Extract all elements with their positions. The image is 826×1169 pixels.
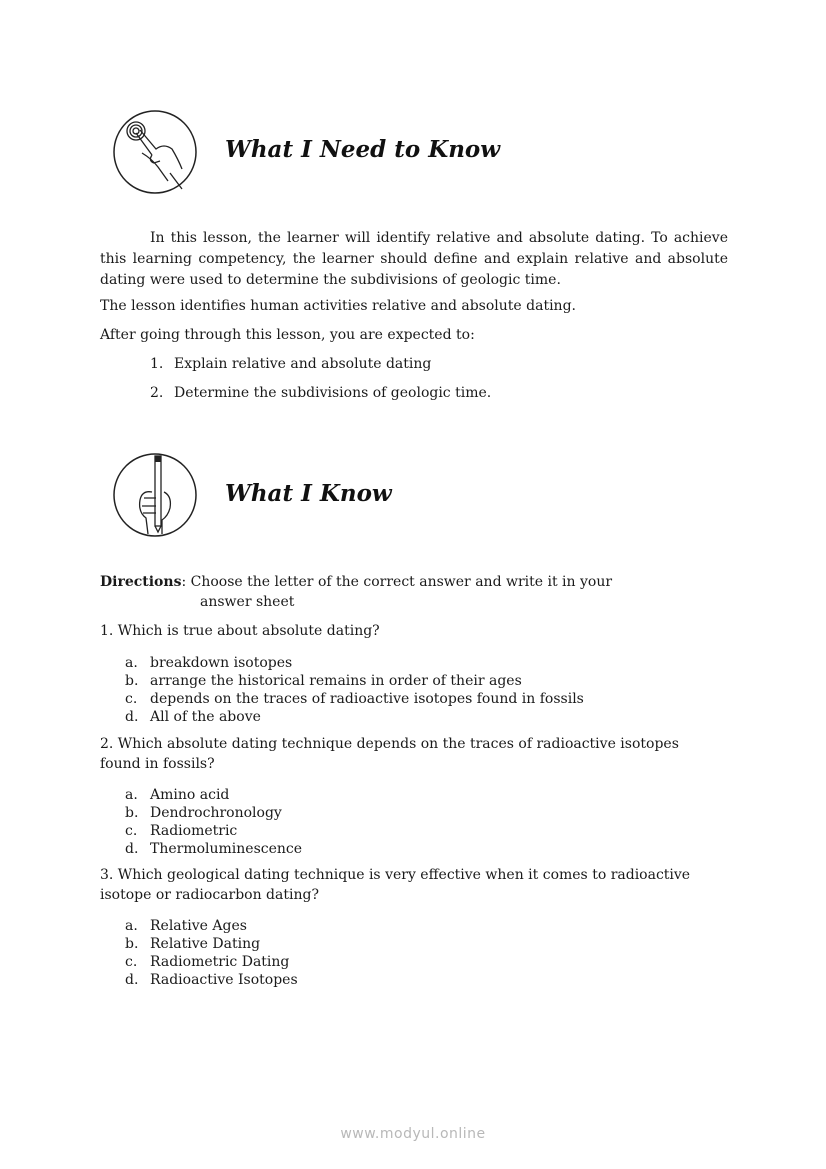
question-text-cont: found in fossils? bbox=[100, 756, 215, 772]
option-letter: d. bbox=[125, 709, 139, 725]
option-text: Relative Ages bbox=[150, 918, 247, 934]
answer-option bbox=[125, 935, 260, 953]
answer-option bbox=[125, 953, 289, 971]
option-letter: d. bbox=[125, 841, 139, 857]
option-letter: a. bbox=[125, 655, 138, 671]
option-letter: c. bbox=[125, 691, 138, 707]
option-letter: d. bbox=[125, 972, 139, 988]
option-text: Radioactive Isotopes bbox=[150, 972, 298, 988]
option-letter: b. bbox=[125, 805, 139, 821]
option-text: breakdown isotopes bbox=[150, 655, 293, 671]
option-text: Radiometric Dating bbox=[150, 954, 290, 970]
question-text: 1. Which is true about absolute dating? bbox=[100, 623, 380, 639]
answer-option bbox=[125, 822, 237, 840]
option-text: Amino acid bbox=[150, 787, 230, 803]
objective-item: 2. Determine the subdivisions of geologic time. bbox=[150, 385, 492, 401]
question-text-cont: isotope or radiocarbon dating? bbox=[100, 887, 319, 903]
intro-line: After going through this lesson, you are expected to: bbox=[100, 327, 475, 343]
directions-cont: answer sheet bbox=[200, 594, 295, 610]
option-text: Radiometric bbox=[150, 823, 238, 839]
question-text: 2. Which absolute dating technique depends on the traces of radioactive isotopes bbox=[100, 736, 679, 752]
option-letter: b. bbox=[125, 936, 139, 952]
option-text: Relative Dating bbox=[150, 936, 261, 952]
answer-option bbox=[125, 708, 261, 726]
answer-option bbox=[125, 672, 522, 690]
answer-option bbox=[125, 804, 282, 822]
option-text: arrange the historical remains in order of their ages bbox=[150, 673, 522, 689]
answer-option bbox=[125, 690, 584, 708]
directions: Directions: Choose the letter of the correct answer and write it in your bbox=[100, 574, 613, 590]
objective-item: 1. Explain relative and absolute dating bbox=[150, 356, 432, 372]
option-letter: a. bbox=[125, 918, 138, 934]
option-text: All of the above bbox=[150, 709, 261, 725]
hand-pencil-icon bbox=[112, 452, 198, 538]
option-text: Dendrochronology bbox=[150, 805, 282, 821]
option-letter: c. bbox=[125, 823, 138, 839]
option-letter: a. bbox=[125, 787, 138, 803]
question-text: 3. Which geological dating technique is very effective when it comes to radioactive bbox=[100, 867, 691, 883]
option-letter: b. bbox=[125, 673, 139, 689]
option-letter: c. bbox=[125, 954, 138, 970]
intro-line: The lesson identifies human activities relative and absolute dating. bbox=[100, 298, 576, 314]
answer-option bbox=[125, 971, 298, 989]
option-text: Thermoluminescence bbox=[150, 841, 303, 857]
answer-option bbox=[125, 786, 229, 804]
answer-option bbox=[125, 917, 247, 935]
hand-pointing-icon bbox=[112, 109, 198, 195]
section-title: What I Need to Know bbox=[225, 136, 501, 163]
intro-paragraph: In this lesson, the learner will identify relative and absolute dating. To achieve this learning competency, the learner should define and explain relative and absolute dating were used to determine the subdivisions of geologic time. bbox=[100, 230, 728, 288]
section-title: What I Know bbox=[225, 480, 392, 507]
answer-option bbox=[125, 840, 302, 858]
watermark: www.modyul.online bbox=[340, 1126, 486, 1142]
option-text: depends on the traces of radioactive isotopes found in fossils bbox=[150, 691, 584, 707]
answer-option bbox=[125, 654, 292, 672]
